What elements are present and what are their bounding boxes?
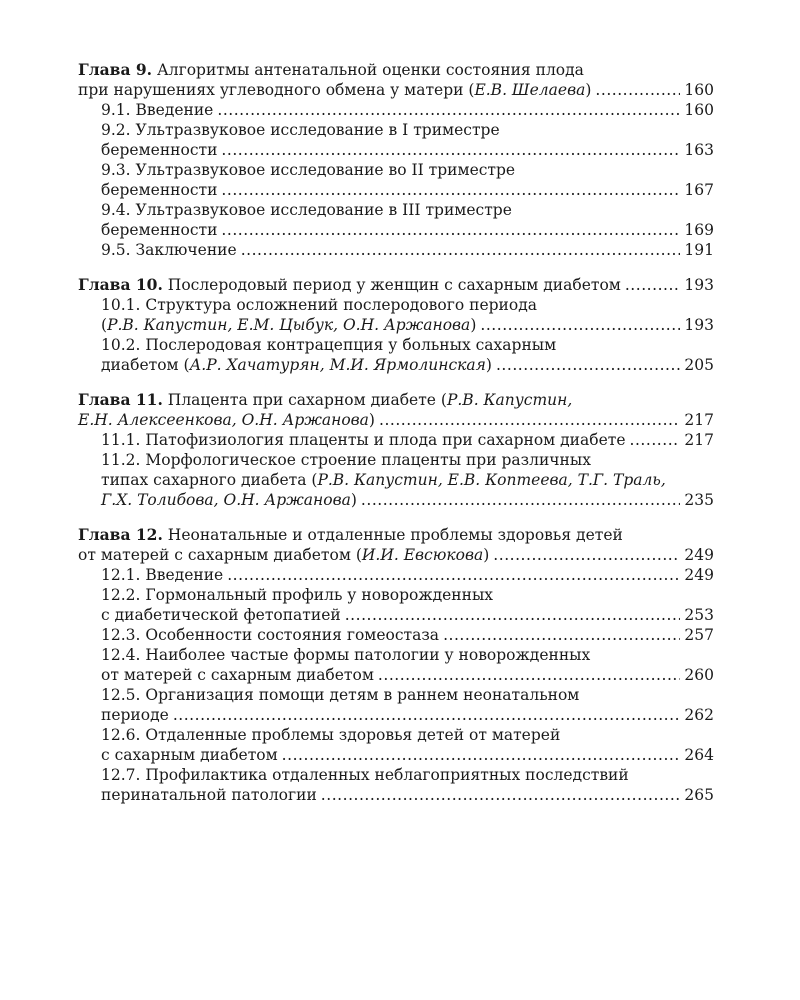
chapter-12-heading-cont: от матерей с сахарным диабетом (И.И. Евсюкова) . . . 249 — [78, 545, 714, 565]
dot-leader — [221, 140, 680, 160]
chapter-author: Р.В. Капустин, — [446, 391, 573, 409]
chapter-title: Алгоритмы антенатальной оценки состояния плода — [157, 61, 584, 79]
page-number: 262 — [684, 706, 714, 724]
dot-leader — [630, 430, 680, 450]
page-number: 264 — [684, 746, 714, 764]
toc-item-cont — [78, 220, 714, 240]
dot-leader — [480, 315, 680, 335]
item-title-cont: беременности — [101, 221, 218, 239]
toc-item-cont: Г.Х. Толибова, О.Н. Аржанова) . . . 235 — [78, 490, 714, 510]
chapter-author: Е.В. Шелаева — [474, 81, 586, 99]
item-title: 10.1. Структура осложнений послеродового периода — [101, 296, 537, 314]
page-number: 235 — [684, 491, 714, 509]
chapter-title: Плацента при сахарном диабете ( — [167, 391, 447, 409]
toc-item — [78, 725, 714, 745]
toc-item-cont: типах сахарного диабета (Р.В. Капустин, Е.В. Коптеева, Т.Г. Траль, — [101, 471, 666, 489]
toc-item-cont — [78, 705, 714, 725]
chapter-label: Глава 9. — [78, 60, 153, 79]
item-title: 12.1. Введение — [101, 566, 224, 584]
toc-item — [78, 120, 714, 140]
toc-item-cont — [78, 180, 714, 200]
item-title: 12.6. Отдаленные проблемы здоровья детей от матерей — [101, 726, 561, 744]
dot-leader — [625, 275, 680, 295]
dot-leader — [345, 605, 680, 625]
chapter-title: Неонатальные и отдаленные проблемы здоровья детей — [167, 526, 623, 544]
toc-item — [78, 100, 714, 120]
item-title-cont: периоде — [101, 706, 169, 724]
item-title: 12.2. Гормональный профиль у новорожденных — [101, 586, 494, 604]
page-number: 265 — [684, 786, 714, 804]
chapter-9-heading — [78, 60, 714, 80]
item-title: 12.5. Организация помощи детям в раннем неонатальном — [101, 686, 580, 704]
item-title-cont: перинатальной патологии — [101, 786, 317, 804]
item-title: 9.3. Ультразвуковое исследование во II триместре — [101, 161, 516, 179]
dot-leader — [361, 490, 680, 510]
chapter-label: Глава 10. — [78, 275, 163, 294]
toc-item — [78, 200, 714, 220]
page-number: 205 — [684, 356, 714, 374]
page-number: 167 — [684, 181, 714, 199]
dot-leader — [379, 410, 680, 430]
toc-item-cont — [78, 785, 714, 805]
toc-item — [78, 335, 714, 355]
dot-leader — [443, 625, 680, 645]
toc-item — [78, 765, 714, 785]
chapter-title-cont: при нарушениях углеводного обмена у матери ( — [78, 81, 475, 99]
item-title-cont: с диабетической фетопатией — [101, 606, 341, 624]
item-authors: Р.В. Капустин, Е.М. Цыбук, О.Н. Аржанова — [107, 316, 471, 334]
dot-leader — [321, 785, 680, 805]
page-number: 217 — [684, 411, 714, 429]
chapter-label: Глава 11. — [78, 390, 163, 409]
dot-leader — [221, 180, 680, 200]
item-title: 9.5. Заключение — [101, 241, 237, 259]
page-number: 253 — [684, 606, 714, 624]
toc-item — [78, 240, 714, 260]
toc-item — [78, 295, 714, 315]
toc-item — [78, 645, 714, 665]
page-number: 193 — [684, 316, 714, 334]
chapter-author: Е.Н. Алексеенкова, О.Н. Аржанова — [78, 411, 369, 429]
page-number: 191 — [684, 241, 714, 259]
item-title-cont: с сахарным диабетом — [101, 746, 278, 764]
chapter-10-heading — [78, 275, 714, 295]
toc-item-cont — [78, 605, 714, 625]
item-title: 11.2. Морфологическое строение плаценты при различных — [101, 451, 591, 469]
page-number: 249 — [684, 546, 714, 564]
chapter-9-heading-cont: при нарушениях углеводного обмена у матери (Е.В. Шелаева) . . . 160 — [78, 80, 714, 100]
dot-leader — [217, 100, 680, 120]
page-number: 163 — [684, 141, 714, 159]
item-title: 12.4. Наиболее частые формы патологии у новорожденных — [101, 646, 591, 664]
item-title-cont: беременности — [101, 141, 218, 159]
item-authors: Р.В. Капустин, Е.В. Коптеева, Т.Г. Траль, — [317, 471, 666, 489]
toc-item-cont: диабетом (А.Р. Хачатурян, М.И. Ярмолинская) . . . 205 — [78, 355, 714, 375]
dot-leader — [282, 745, 680, 765]
chapter-9 — [78, 60, 714, 260]
item-title: 12.7. Профилактика отдаленных неблагоприятных последствий — [101, 766, 629, 784]
toc-item — [78, 565, 714, 585]
toc-item — [78, 160, 714, 180]
toc-item-cont — [78, 140, 714, 160]
item-title: 9.4. Ультразвуковое исследование в III триместре — [101, 201, 512, 219]
chapter-12 — [78, 525, 714, 805]
page-number: 160 — [684, 101, 714, 119]
page-number: 249 — [684, 566, 714, 584]
item-title: 9.2. Ультразвуковое исследование в I триместре — [101, 121, 500, 139]
item-authors: А.Р. Хачатурян, М.И. Ярмолинская — [189, 356, 486, 374]
toc-item-cont — [78, 745, 714, 765]
chapter-author: И.И. Евсюкова — [361, 546, 484, 564]
dot-leader — [378, 665, 680, 685]
dot-leader — [173, 705, 680, 725]
toc-item — [78, 625, 714, 645]
dot-leader — [595, 80, 680, 100]
toc-item-cont — [78, 665, 714, 685]
page-number: 217 — [684, 431, 714, 449]
page-number: 193 — [684, 276, 714, 294]
dot-leader — [221, 220, 680, 240]
item-title: 9.1. Введение — [101, 101, 214, 119]
item-title: 12.3. Особенности состояния гомеостаза — [101, 626, 440, 644]
chapter-12-heading — [78, 525, 714, 545]
toc-item-cont: (Р.В. Капустин, Е.М. Цыбук, О.Н. Аржанова) . . . 193 — [78, 315, 714, 335]
dot-leader — [227, 565, 680, 585]
item-title: 11.1. Патофизиология плаценты и плода при сахарном диабете — [101, 431, 626, 449]
page-number: 257 — [684, 626, 714, 644]
dot-leader — [241, 240, 680, 260]
item-title-cont: от матерей с сахарным диабетом — [101, 666, 374, 684]
item-title-cont: беременности — [101, 181, 218, 199]
page-number: 169 — [684, 221, 714, 239]
chapter-10 — [78, 275, 714, 375]
item-authors: Г.Х. Толибова, О.Н. Аржанова — [101, 491, 351, 509]
dot-leader — [496, 355, 680, 375]
chapter-11-heading — [78, 390, 714, 410]
chapter-title: Послеродовый период у женщин с сахарным диабетом — [167, 276, 621, 294]
dot-leader — [493, 545, 680, 565]
toc-item — [78, 430, 714, 450]
chapter-11 — [78, 390, 714, 510]
page-number: 160 — [684, 81, 714, 99]
item-title: 10.2. Послеродовая контрацепция у больных сахарным — [101, 336, 557, 354]
chapter-label: Глава 12. — [78, 525, 163, 544]
table-of-contents — [78, 60, 714, 820]
page-number: 260 — [684, 666, 714, 684]
toc-item — [78, 450, 714, 470]
toc-item — [78, 685, 714, 705]
chapter-11-heading-cont: Е.Н. Алексеенкова, О.Н. Аржанова) . . . 217 — [78, 410, 714, 430]
toc-item — [78, 585, 714, 605]
